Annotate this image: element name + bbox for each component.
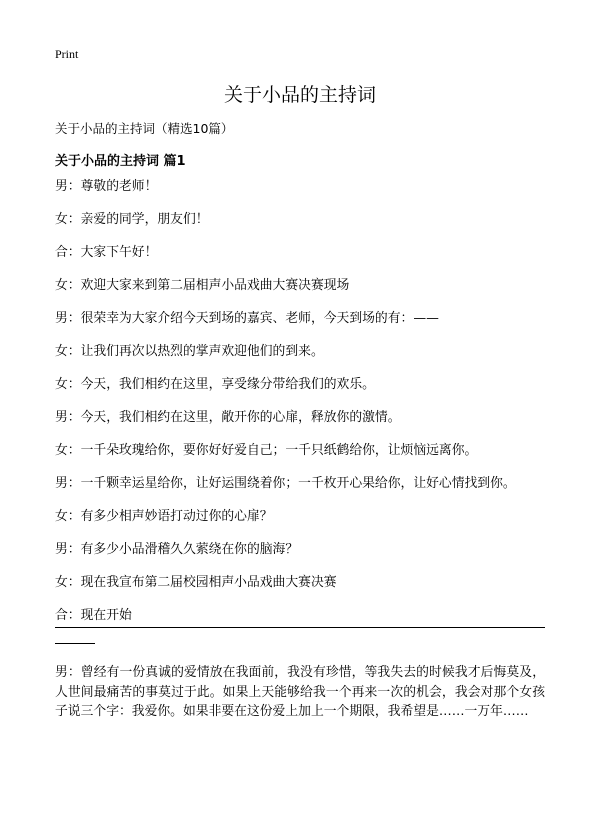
dialogue-line: 男：今天，我们相约在这里，敞开你的心扉，释放你的激情。 (55, 410, 401, 425)
section-divider-short (55, 643, 95, 644)
dialogue-line: 男：有多少小品滑稽久久萦绕在你的脑海？ (55, 542, 299, 557)
section-heading: 关于小品的主持词 篇1 (55, 154, 186, 169)
dialogue-line: 男：尊敬的老师！ (55, 179, 158, 194)
document-subtitle: 关于小品的主持词（精选10篇） (55, 121, 234, 136)
dialogue-line: 合：现在开始 (55, 608, 132, 623)
dialogue-line: 女：今天，我们相约在这里，享受缘分带给我们的欢乐。 (55, 377, 375, 392)
dialogue-line: 女：亲爱的同学，朋友们！ (55, 212, 209, 227)
closing-paragraph: 男：曾经有一份真诚的爱情放在我面前，我没有珍惜，等我失去的时候我才后悔莫及，人世间最痛苦的事莫过于此。如果上天能够给我一个再来一次的机会，我会对那个女孩子说三个字：我爱你。如果非要在这份爱上加上一个期限，我希望是……一万年…… (55, 665, 545, 719)
dialogue-line: 合：大家下午好！ (55, 245, 158, 260)
dialogue-line: 男：很荣幸为大家介绍今天到场的嘉宾、老师，今天到场的有：—— (55, 311, 439, 326)
page-title: 关于小品的主持词 (223, 84, 376, 106)
dialogue-line: 女：欢迎大家来到第二届相声小品戏曲大赛决赛现场 (55, 278, 350, 293)
dialogue-line: 男：一千颗幸运星给你，让好运围绕着你；一千枚开心果给你，让好心情找到你。 (55, 476, 516, 491)
print-link[interactable]: Print (55, 47, 79, 61)
dialogue-line: 女：一千朵玫瑰给你，要你好好爱自己；一千只纸鹤给你，让烦恼远离你。 (55, 443, 478, 458)
dialogue-lines (55, 180, 555, 642)
dialogue-line: 女：现在我宣布第二届校园相声小品戏曲大赛决赛 (55, 575, 337, 590)
dialogue-line: 女：让我们再次以热烈的掌声欢迎他们的到来。 (55, 344, 324, 359)
section-divider (55, 627, 545, 628)
dialogue-line: 女：有多少相声妙语打动过你的心扉？ (55, 509, 273, 524)
